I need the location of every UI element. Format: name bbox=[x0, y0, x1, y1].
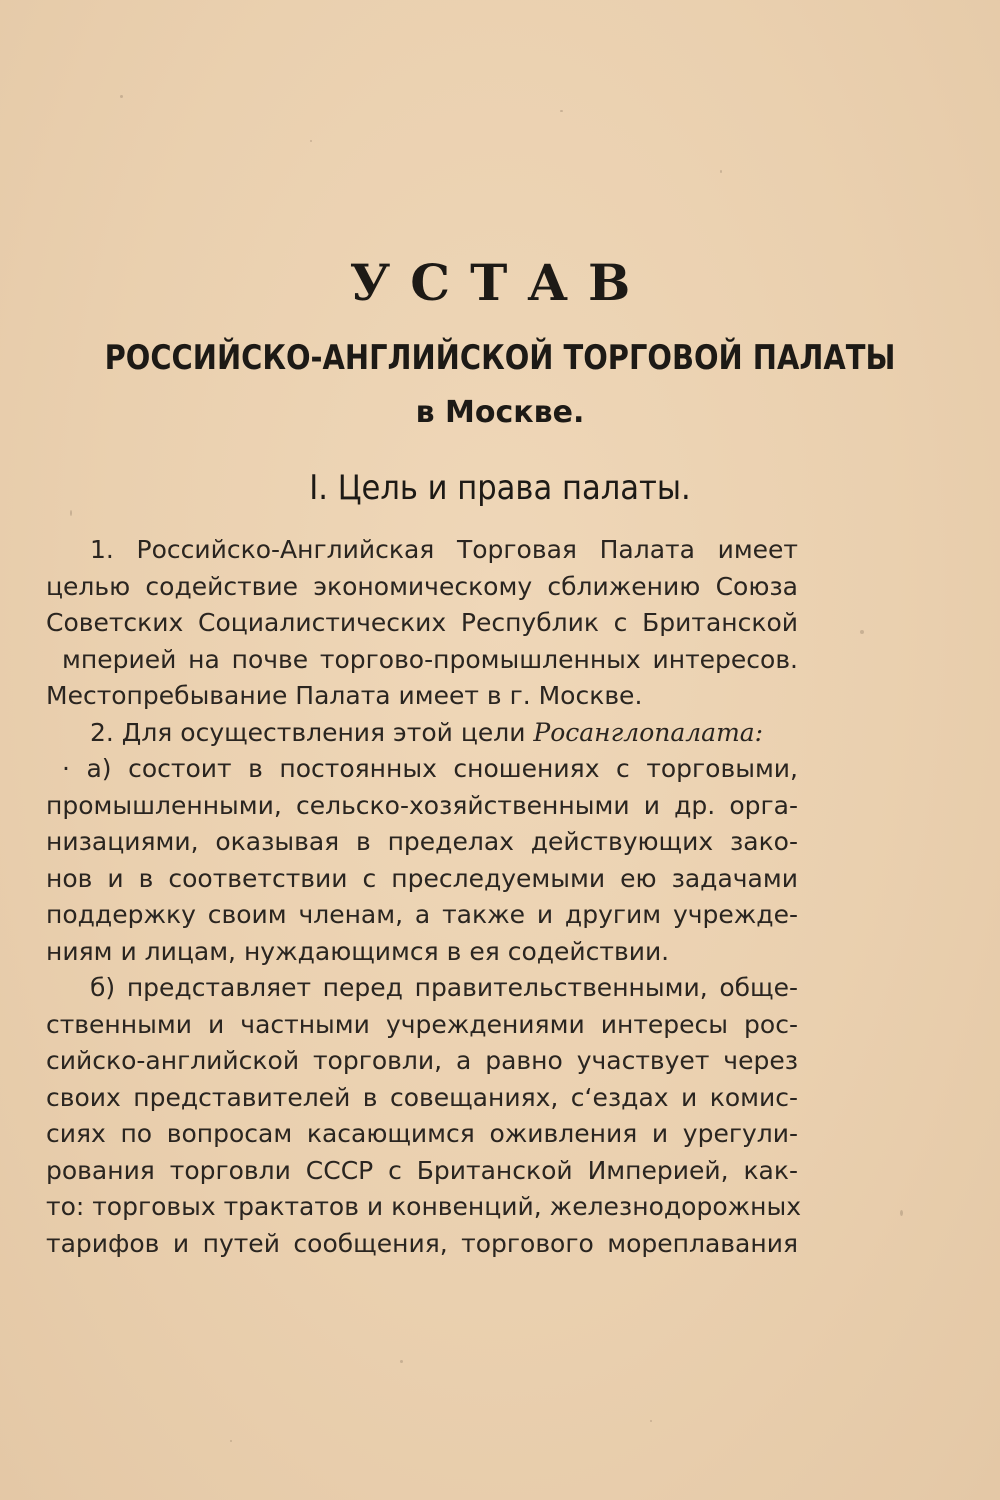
text-line: промышленными, сельско-хозяйственными и др. орга- bbox=[46, 790, 798, 820]
text-line: Советских Социалистических Республик с Британской bbox=[46, 608, 798, 637]
text-line: то: торговых трактатов и конвенций, железнодорожных bbox=[46, 1192, 802, 1221]
paper-speck bbox=[860, 630, 864, 634]
paper-speck bbox=[120, 95, 123, 98]
text-line: поддержку своим членам, а также и другим учрежде- bbox=[46, 900, 798, 929]
text-line bbox=[46, 715, 798, 752]
section-heading: I. Цель и права палаты. bbox=[309, 468, 691, 508]
text-line: целью содействие экономическому сближению Союза bbox=[46, 571, 798, 601]
text-line: ственными и частными учреждениями интересы рос- bbox=[46, 1009, 798, 1039]
text-line: рования торговли СССР с Британской Империей, как- bbox=[46, 1155, 798, 1185]
document-title: УСТАВ bbox=[349, 253, 651, 312]
text-line: низациями, оказывая в пределах действующих зако- bbox=[46, 827, 798, 856]
text-line: б) представляет перед правительственными, обще- bbox=[90, 973, 798, 1002]
text-line-part: 2. Для осуществления этой цели bbox=[90, 717, 526, 747]
text-line: · а) состоит в постоянных сношениях с торговыми, bbox=[62, 754, 798, 783]
text-line: сиях по вопросам касающимся оживления и урегули- bbox=[46, 1119, 798, 1148]
paper-speck bbox=[650, 1420, 652, 1422]
paper-speck bbox=[900, 1210, 903, 1216]
document-city: в Москве. bbox=[415, 395, 585, 430]
paper-speck bbox=[310, 140, 312, 142]
italic-term: Росанглопалата: bbox=[533, 717, 764, 747]
paper-speck bbox=[230, 1440, 232, 1442]
text-line: 1. Российско-Английская Торговая Палата имеет bbox=[90, 535, 798, 564]
document-body bbox=[46, 532, 802, 1262]
paper-speck bbox=[400, 1360, 403, 1363]
text-line: нов и в соответствии с преследуемыми ею задачами bbox=[46, 863, 798, 893]
text-line: тарифов и путей сообщения, торгового мореплавания bbox=[46, 1228, 798, 1258]
text-line: Местопребывание Палата имеет в г. Москве. bbox=[46, 681, 643, 710]
paper-speck bbox=[560, 110, 563, 112]
text-line: своих представителей в совещаниях, с‘ездах и комис- bbox=[46, 1082, 798, 1112]
text-line: ниям и лицам, нуждающимся в ея содействии. bbox=[46, 936, 670, 966]
text-line: мперией на почве торгово-промышленных интересов. bbox=[62, 644, 798, 674]
text-line: сийско-английской торговли, а равно участвует через bbox=[46, 1046, 798, 1075]
paper-speck bbox=[720, 170, 722, 173]
document-subtitle: РОССИЙСКО-АНГЛИЙСКОЙ ТОРГОВОЙ ПАЛАТЫ bbox=[104, 338, 896, 378]
